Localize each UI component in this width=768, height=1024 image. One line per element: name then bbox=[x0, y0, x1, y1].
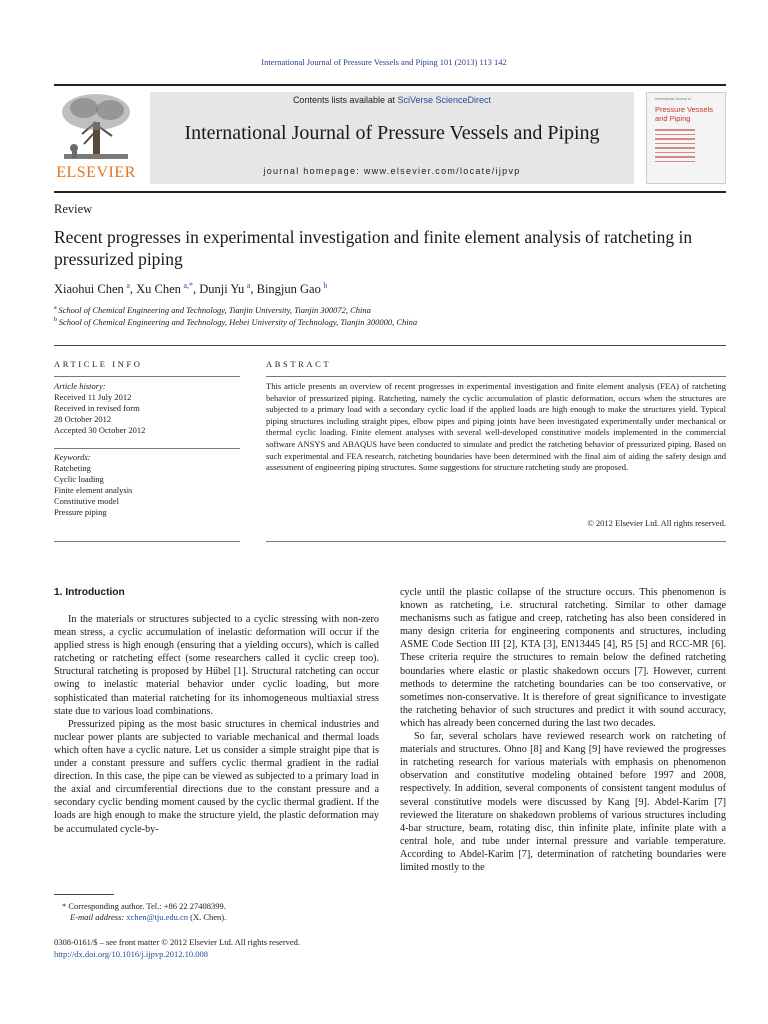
keyword: Pressure piping bbox=[54, 507, 107, 517]
paragraph: Pressurized piping as the most basic structures in chemical industries and nuclear power plants are subjected to variable mechanical and thermal loads which often have a cyclic nature. Let us consider a simple straight pipe that is under a constant pressure and suffers cyclic thermal gradient in the radial direction. In this case, the pipe can be viewed as subjected to a primary load in the axial and circumferential directions due to the constant pressure and a secondary cyclic bending moment caused by the cyclic thermal gradient. If the loads are high enough to make the structure yield, the plastic deformation may be accumulated cycle-by- bbox=[54, 718, 379, 835]
history-item: 28 October 2012 bbox=[54, 414, 112, 424]
tree-logo-icon bbox=[54, 92, 138, 164]
contents-prefix: Contents lists available at bbox=[292, 95, 398, 105]
email-label: E-mail address: bbox=[70, 912, 127, 922]
abstract-copyright: © 2012 Elsevier Ltd. All rights reserved. bbox=[587, 518, 726, 528]
keyword: Finite element analysis bbox=[54, 485, 133, 495]
section-rule bbox=[54, 345, 726, 346]
journal-title: International Journal of Pressure Vessels and Piping bbox=[184, 122, 600, 144]
history-item: Received in revised form bbox=[54, 403, 140, 413]
author-affil-mark[interactable]: a bbox=[246, 281, 251, 290]
author-affil-mark[interactable]: b bbox=[323, 281, 328, 290]
footnote-rule bbox=[54, 894, 114, 895]
keywords bbox=[54, 452, 240, 518]
affiliation-text: School of Chemical Engineering and Technology, Hebei University of Technology, Tianjin 300000, China bbox=[58, 317, 418, 327]
keyword: Ratcheting bbox=[54, 463, 91, 473]
section-heading: 1. Introduction bbox=[54, 587, 125, 598]
author-list: Xiaohui Chen $^a$, Xu Chen $^{a,*}$, Dunji Yu $^a$, Bingjun Gao $^b$ bbox=[54, 281, 328, 297]
article-info-rule bbox=[54, 376, 240, 377]
article-history bbox=[54, 381, 240, 436]
abstract-body bbox=[266, 381, 726, 474]
history-item: Accepted 30 October 2012 bbox=[54, 425, 146, 435]
abstract-text: This article presents an overview of recent progresses in experimental investigation and finite element analysis (FEA) of ratcheting behavior of pressurized piping. Ratcheting, namely the cyclic accumulation of plastic deformation, occurs when the structures are subjected to a primary load with a secondary cyclic load if the applied loads are high enough to make the structures yield. Typical piping structures including straight pipes, elbow pipes and piping joints have been investigated experimentally under mechanical or thermal cyclic loading. Finite element analyses with several well-developed constitutive models implemented in the commercial software ANSYS and ABAQUS have been conducted to simulate and predict the ratcheting behavior of pressurized piping. Based on such experimental and FEA research, ratcheting boundaries have been determined with the final aim of aiding the safety design and assessment of engineering piping structures. Some suggestions for structure ratcheting study are proposed. bbox=[266, 381, 726, 473]
paragraph: In the materials or structures subjected to a cyclic stressing with non-zero mean stress, a cyclic accumulation of inelastic deformation will occur if the applied stress is high enough (ensuring that a yielding occurs), which is called ratcheting or ratcheting effect (some researchers called it cyclic creep too). Structural ratcheting is proposed by Hübel [1]. Structural ratcheting can occur owing to inelastic material behavior under cyclic loading, but more sophisticated than material ratcheting for its inhomogeneous multiaxial stress state due to various load combinations. bbox=[54, 614, 379, 717]
elsevier-logo bbox=[54, 92, 138, 184]
author-affil-mark[interactable]: a,* bbox=[183, 281, 193, 290]
keyword: Constitutive model bbox=[54, 496, 119, 506]
article-type: Review bbox=[54, 202, 93, 216]
email-link[interactable]: xchen@tju.edu.cn bbox=[126, 912, 189, 922]
abstract-heading: ABSTRACT bbox=[266, 359, 332, 369]
top-rule bbox=[54, 84, 726, 86]
author-affil-mark[interactable]: a bbox=[126, 281, 130, 290]
left-column bbox=[54, 613, 379, 836]
email-line bbox=[54, 912, 379, 923]
corresponding-author: * Corresponding author. Tel.: +86 22 27408399. bbox=[62, 901, 226, 911]
affiliation bbox=[54, 317, 417, 327]
cover-title-line-2: and Piping bbox=[655, 114, 691, 123]
journal-cover-thumbnail bbox=[646, 92, 726, 184]
affiliation-mark: a bbox=[54, 305, 57, 312]
affiliation-mark: b bbox=[54, 317, 57, 324]
author-name: Bingjun Gao bbox=[256, 282, 321, 297]
email-suffix: (X. Chen). bbox=[188, 912, 227, 922]
bottom-matter bbox=[54, 937, 379, 960]
journal-homepage[interactable]: journal homepage: www.elsevier.com/locate/ijpvp bbox=[263, 166, 521, 176]
cover-small-text: International Journal of bbox=[655, 97, 691, 101]
paragraph: cycle until the plastic collapse of the structure occurs. This phenomenon is known as ratcheting, i.e. structural ratcheting. Similar to other damage mechanisms such as fatigue and creep, ratcheting has also been considered in many design criteria for engineering components and structures, including ASME Code Section III [2], KTA [3], EN13445 [4], R5 [5] and RCC-MR [6]. These criteria require the structures to remain below the defined ratcheting boundaries where elastic or plastic shakedown occurs [7]. However, current methods to determine the ratcheting boundaries can be too conservative, or sometimes non-conservative. It is therefore of great significance to investigate the ratcheting behavior of such structures and predict it with sound accuracy, which has already been concerned during the last two decades. bbox=[400, 587, 726, 729]
author-name: Dunji Yu bbox=[199, 282, 245, 297]
info-bottom-rule bbox=[54, 541, 240, 542]
abstract-bottom-rule bbox=[266, 541, 726, 542]
author-name: Xiaohui Chen bbox=[54, 282, 124, 297]
article-title: Recent progresses in experimental investigation and finite element analysis of ratcheting in pressurized piping bbox=[54, 227, 693, 269]
paragraph: So far, several scholars have reviewed research work on ratcheting of materials and structures. Ohno [8] and Kang [9] have reviewed the progresses in ratcheting research for various materials with emphasis on phenomenon observation and constitutive modeling obtained before 1997 and 2008, respectively. In addition, several components of consistent tangent modulus of several constitutive models were discussed by Kang [9]. Abdel-Karim [7] reviewed the literature on shakedown problems of various structures including 4-bar structure, beam, rotating disc, thin infinite plate, infinite plate with a central hole, and tube under internal pressure and variable temperature. According to Abdel-Karim [7], determination of ratcheting boundaries were limited mostly to the bbox=[400, 731, 726, 873]
header-rule bbox=[54, 191, 726, 193]
affiliation-text: School of Chemical Engineering and Technology, Tianjin University, Tianjin 300072, China bbox=[58, 305, 371, 315]
journal-banner bbox=[150, 92, 634, 184]
sciencedirect-link[interactable]: SciVerse ScienceDirect bbox=[397, 95, 492, 105]
keywords-label: Keywords: bbox=[54, 452, 91, 462]
cover-title bbox=[655, 105, 713, 123]
doi-link[interactable]: http://dx.doi.org/10.1016/j.ijpvp.2012.10.008 bbox=[54, 948, 209, 959]
keywords-rule bbox=[54, 448, 240, 449]
cover-title-line-1: Pressure Vessels bbox=[655, 105, 713, 114]
contents-line bbox=[150, 95, 634, 105]
publisher-name: ELSEVIER bbox=[56, 164, 136, 181]
footnote bbox=[54, 901, 379, 923]
journal-citation[interactable]: International Journal of Pressure Vessels and Piping 101 (2013) 113 142 bbox=[261, 57, 507, 67]
author-name: Xu Chen bbox=[136, 282, 181, 297]
article-info-heading: ARTICLE INFO bbox=[54, 359, 143, 369]
cover-decoration bbox=[655, 129, 695, 165]
history-label: Article history: bbox=[54, 381, 106, 391]
right-column bbox=[400, 586, 726, 874]
keyword: Cyclic loading bbox=[54, 474, 104, 484]
issn-line: 0308-0161/$ – see front matter © 2012 Elsevier Ltd. All rights reserved. bbox=[54, 937, 301, 947]
abstract-rule bbox=[266, 376, 726, 377]
history-item: Received 11 July 2012 bbox=[54, 392, 132, 402]
affiliation bbox=[54, 305, 371, 315]
